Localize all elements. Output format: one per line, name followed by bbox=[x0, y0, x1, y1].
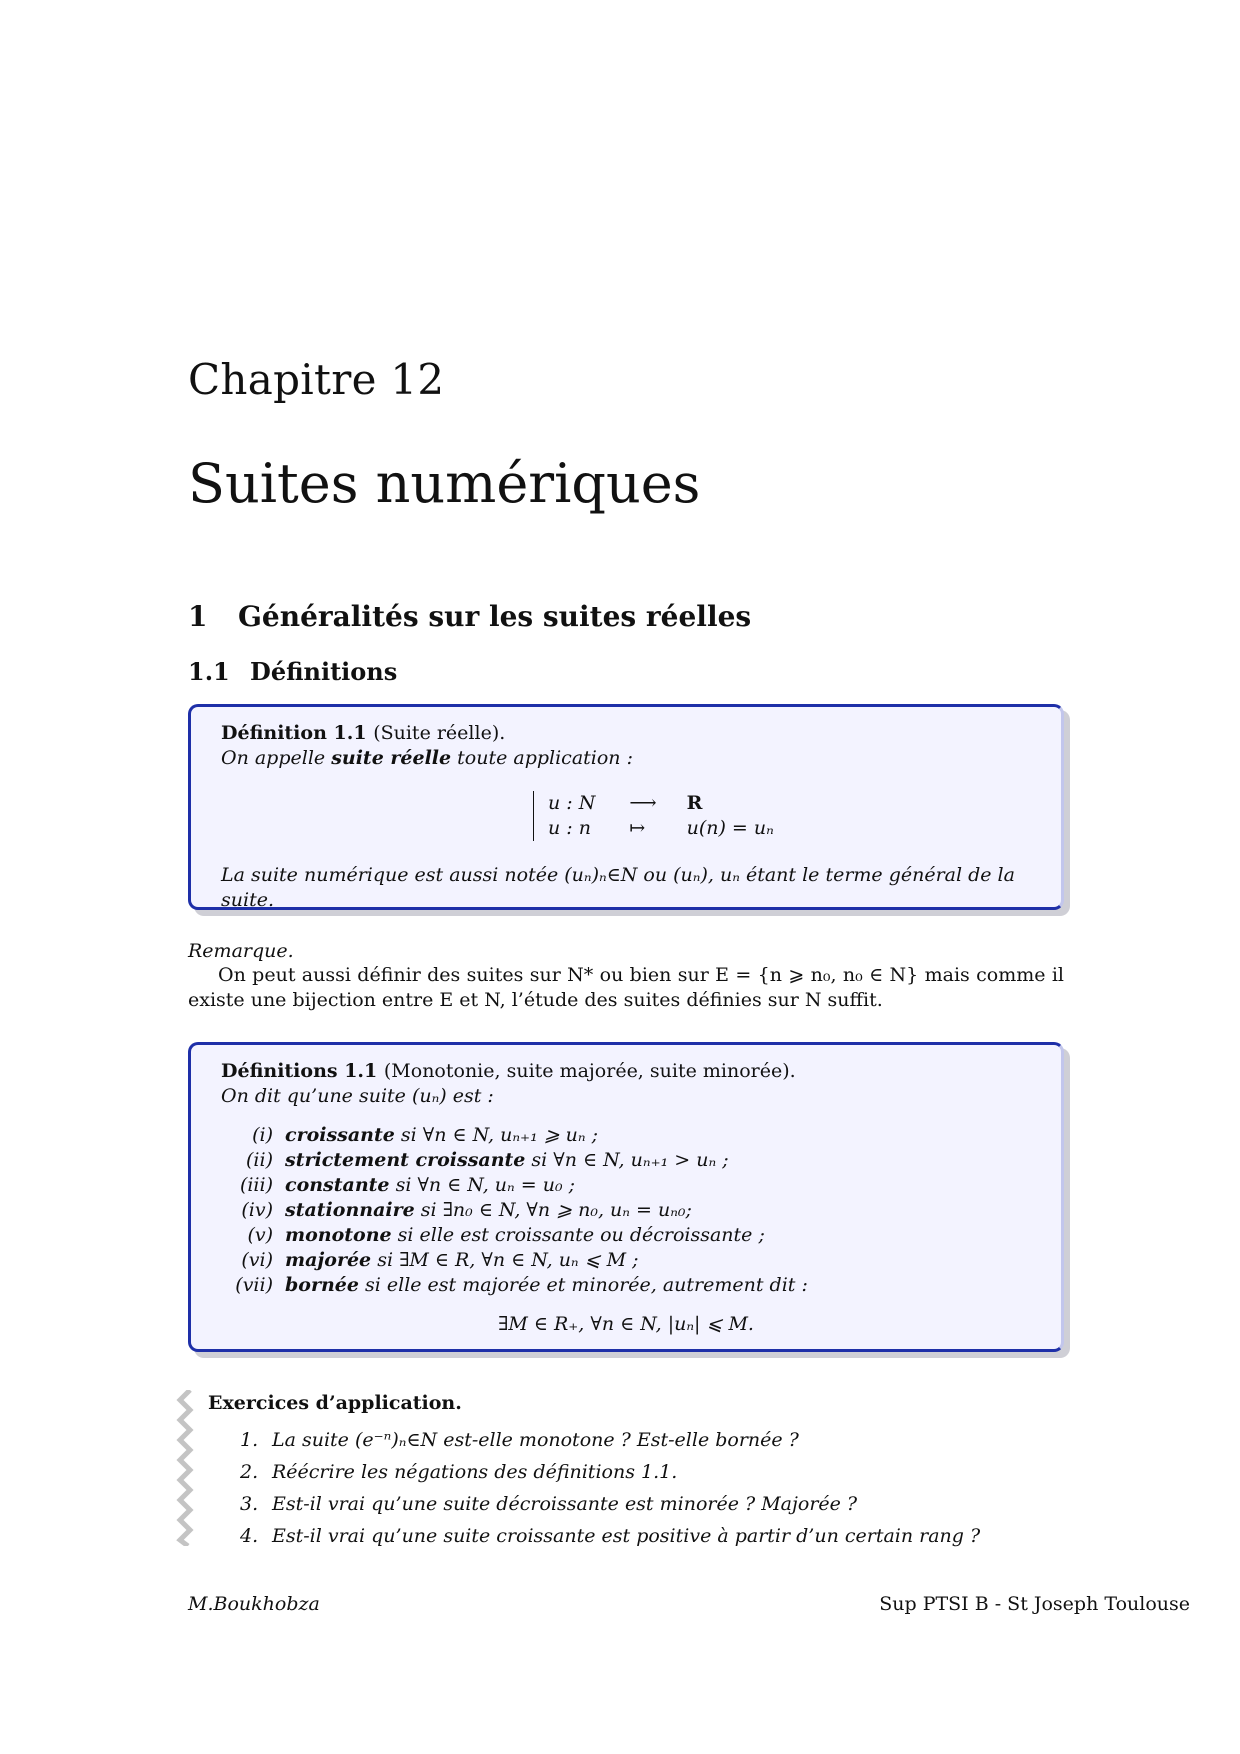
item-label: (vi) bbox=[241, 1249, 273, 1271]
item-label: (iv) bbox=[241, 1199, 273, 1221]
list-item bbox=[240, 1488, 980, 1520]
item-label: (vii) bbox=[235, 1274, 273, 1296]
map-row1-arrow: ⟶ bbox=[629, 792, 657, 814]
item-label: (i) bbox=[252, 1124, 273, 1146]
zigzag-margin-icon bbox=[176, 1390, 200, 1546]
exercise-number: 1. bbox=[240, 1429, 259, 1451]
map-row2-arrow: ↦ bbox=[629, 817, 646, 839]
exercise-text: La suite (e⁻ⁿ)ₙ∈N est-elle monotone ? Est-elle bornée ? bbox=[272, 1429, 799, 1451]
exercises-title: Exercices d’application. bbox=[208, 1392, 462, 1414]
subsection-number: 1.1 bbox=[188, 657, 230, 686]
footer-author: M.Boukhobza bbox=[188, 1593, 320, 1615]
item-text: si ∀n ∈ N, uₙ₊₁ ⩾ uₙ ; bbox=[394, 1124, 599, 1146]
map-row1-codomain: R bbox=[686, 792, 703, 814]
exercises-list bbox=[240, 1424, 980, 1552]
map-row2-domain: u : n bbox=[548, 817, 591, 839]
item-term: majorée bbox=[285, 1249, 372, 1271]
item-text: si ∀n ∈ N, uₙ = u₀ ; bbox=[389, 1174, 576, 1196]
item-term: stationnaire bbox=[285, 1199, 415, 1221]
section-heading bbox=[188, 600, 751, 633]
definition-intro bbox=[221, 746, 1031, 771]
subsection-label: Définitions bbox=[250, 657, 398, 686]
chapter-label: Chapitre 12 bbox=[188, 355, 445, 404]
item-term: bornée bbox=[285, 1274, 359, 1296]
exercise-number: 4. bbox=[240, 1525, 259, 1547]
application-mapping bbox=[533, 791, 792, 841]
definitions-paren: (Monotonie, suite majorée, suite minorée). bbox=[383, 1060, 796, 1082]
subsection-heading bbox=[188, 657, 397, 686]
remark-title: Remarque. bbox=[188, 940, 294, 962]
exercise-text: Réécrire les négations des définitions 1.1. bbox=[272, 1461, 678, 1483]
exercise-text: Est-il vrai qu’une suite décroissante est minorée ? Majorée ? bbox=[272, 1493, 858, 1515]
definition-title bbox=[221, 721, 1031, 746]
definitions-heading: Définitions 1.1 bbox=[221, 1060, 378, 1082]
exercise-text: Est-il vrai qu’une suite croissante est positive à partir d’un certain rang ? bbox=[272, 1525, 981, 1547]
list-item bbox=[221, 1248, 1031, 1273]
exercise-number: 2. bbox=[240, 1461, 259, 1483]
list-item bbox=[221, 1198, 1031, 1223]
remark-body: On peut aussi définir des suites sur N* ou bien sur E = {n ⩾ n₀, n₀ ∈ N} mais comme il existe une bijection entre E et N, l’étude des suites définies sur N suffit. bbox=[188, 964, 1064, 1011]
definition-paren: (Suite réelle). bbox=[373, 722, 506, 744]
definitions-list bbox=[221, 1123, 1031, 1298]
chapter-title: Suites numériques bbox=[188, 452, 701, 515]
definition-heading: Définition 1.1 bbox=[221, 722, 367, 744]
item-text: si ∀n ∈ N, uₙ₊₁ > uₙ ; bbox=[525, 1149, 729, 1171]
map-row2-codomain: u(n) = uₙ bbox=[686, 817, 774, 839]
map-row1-domain: u : N bbox=[548, 792, 596, 814]
bounded-formula: ∃M ∈ R₊, ∀n ∈ N, |uₙ| ⩽ M. bbox=[498, 1313, 754, 1335]
intro-term: suite réelle bbox=[331, 747, 452, 769]
item-term: strictement croissante bbox=[285, 1149, 526, 1171]
definition-box-suite-reelle bbox=[188, 704, 1064, 910]
item-label: (ii) bbox=[246, 1149, 273, 1171]
exercise-number: 3. bbox=[240, 1493, 259, 1515]
intro-text-b: toute application : bbox=[451, 747, 633, 769]
definitions-title bbox=[221, 1059, 1031, 1084]
item-text: si ∃M ∈ R, ∀n ∈ N, uₙ ⩽ M ; bbox=[371, 1249, 639, 1271]
item-text: si elle est majorée et minorée, autrement dit : bbox=[358, 1274, 808, 1296]
item-label: (iii) bbox=[239, 1174, 273, 1196]
list-item bbox=[221, 1223, 1031, 1248]
definitions-intro: On dit qu’une suite (uₙ) est : bbox=[221, 1085, 494, 1107]
intro-text-a: On appelle bbox=[221, 747, 332, 769]
item-term: monotone bbox=[285, 1224, 392, 1246]
item-text: si elle est croissante ou décroissante ; bbox=[391, 1224, 765, 1246]
section-number: 1 bbox=[188, 600, 208, 633]
list-item bbox=[221, 1273, 1031, 1298]
list-item bbox=[240, 1520, 980, 1552]
definition-box-monotonie bbox=[188, 1042, 1064, 1352]
item-term: constante bbox=[285, 1174, 390, 1196]
section-label: Généralités sur les suites réelles bbox=[238, 600, 752, 633]
item-label: (v) bbox=[247, 1224, 273, 1246]
list-item bbox=[240, 1424, 980, 1456]
definition-footnote: La suite numérique est aussi notée (uₙ)ₙ∈N ou (uₙ), uₙ étant le terme général de la suite. bbox=[221, 864, 1015, 911]
item-text: si ∃n₀ ∈ N, ∀n ⩾ n₀, uₙ = uₙ₀; bbox=[414, 1199, 692, 1221]
list-item bbox=[221, 1173, 1031, 1198]
list-item bbox=[221, 1148, 1031, 1173]
footer-school: Sup PTSI B - St Joseph Toulouse bbox=[879, 1593, 1190, 1615]
item-term: croissante bbox=[285, 1124, 395, 1146]
list-item bbox=[240, 1456, 980, 1488]
list-item bbox=[221, 1123, 1031, 1148]
